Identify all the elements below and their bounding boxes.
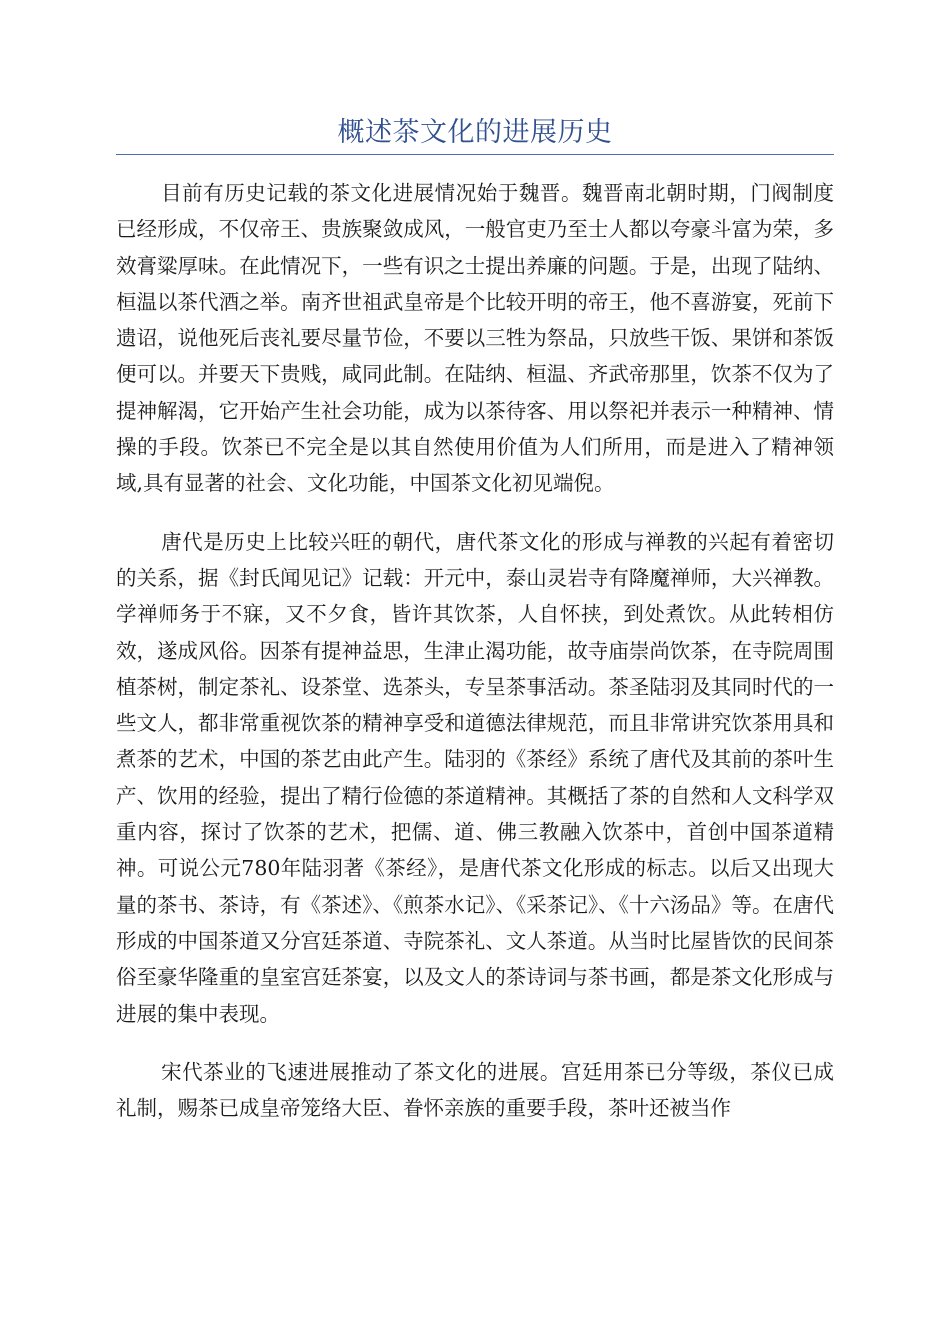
page-title: 概述茶文化的进展历史	[337, 117, 613, 148]
paragraph-1: 目前有历史记载的茶文化进展情况始于魏晋。魏晋南北朝时期，门阀制度已经形成，不仅帝王、贵族聚敛成风，一般官吏乃至士人都以夸豪斗富为荣，多效膏粱厚味。在此情况下，一些有识之士提出养廉的问题。于是，出现了陆纳、桓温以茶代酒之举。南齐世祖武皇帝是个比较开明的帝王，他不喜游宴，死前下遗诏，说他死后丧礼要尽量节俭，不要以三牲为祭品，只放些干饭、果饼和茶饭便可以。并要天下贵贱，咸同此制。在陆纳、桓温、齐武帝那里，饮茶不仅为了提神解渴，它开始产生社会功能，成为以茶待客、用以祭祀并表示一种精神、情操的手段。饮茶已不完全是以其自然使用价值为人们所用，而是进入了精神领域,具有显著的社会、文化功能，中国茶文化初见端倪。	[116, 181, 834, 496]
document-body	[116, 175, 834, 1148]
paragraph-3: 宋代茶业的飞速进展推动了茶文化的进展。宫廷用茶已分等级，茶仪已成礼制，赐茶已成皇帝笼络大臣、眷怀亲族的重要手段，茶叶还被当作	[116, 1059, 834, 1121]
title-underline	[116, 154, 834, 155]
paragraph-2: 唐代是历史上比较兴旺的朝代，唐代茶文化的形成与禅教的兴起有着密切的关系，据《封氏闻见记》记载：开元中，泰山灵岩寺有降魔禅师，大兴禅教。学禅师务于不寐，又不夕食，皆许其饮茶，人自怀挟，到处煮饮。从此转相仿效，遂成风俗。因茶有提神益思，生津止渴功能，故寺庙崇尚饮茶，在寺院周围植茶树，制定茶礼、设茶堂、选茶头，专呈茶事活动。茶圣陆羽及其同时代的一些文人，都非常重视饮茶的精神享受和道德法律规范，而且非常讲究饮茶用具和煮茶的艺术，中国的茶艺由此产生。陆羽的《茶经》系统了唐代及其前的茶叶生产、饮用的经验，提出了精行俭德的茶道精神。其概括了茶的自然和人文科学双重内容，探讨了饮茶的艺术，把儒、道、佛三教融入饮茶中，首创中国茶道精神。可说公元780年陆羽著《茶经》，是唐代茶文化形成的标志。以后又出现大量的茶书、茶诗，有《茶述》、《煎茶水记》、《采茶记》、《十六汤品》等。在唐代形成的中国茶道又分宫廷茶道、寺院茶礼、文人茶道。从当时比屋皆饮的民间茶俗至豪华隆重的皇室宫廷茶宴，以及文人的茶诗词与茶书画，都是茶文化形成与进展的集中表现。	[116, 529, 834, 1026]
